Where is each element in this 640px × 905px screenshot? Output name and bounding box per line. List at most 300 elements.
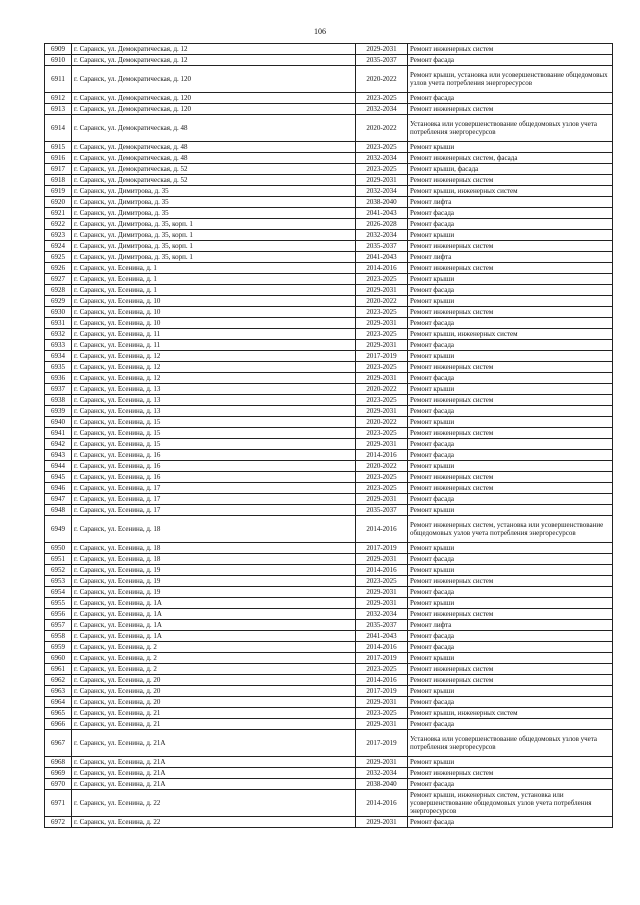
row-number: 6949	[45, 516, 72, 543]
address-cell: г. Саранск, ул. Есенина, д. 1А	[72, 609, 356, 620]
period-cell: 2023-2025	[356, 142, 408, 153]
row-number: 6945	[45, 472, 72, 483]
address-cell: г. Саранск, ул. Есенина, д. 15	[72, 439, 356, 450]
address-cell: г. Саранск, ул. Есенина, д. 15	[72, 417, 356, 428]
address-cell: г. Саранск, ул. Есенина, д. 21	[72, 708, 356, 719]
address-cell: г. Саранск, ул. Есенина, д. 19	[72, 576, 356, 587]
work-type-cell: Ремонт инженерных систем	[408, 609, 613, 620]
work-type-cell: Ремонт фасада	[408, 439, 613, 450]
period-cell: 2032-2034	[356, 230, 408, 241]
address-cell: г. Саранск, ул. Есенина, д. 16	[72, 450, 356, 461]
period-cell: 2035-2037	[356, 55, 408, 66]
row-number: 6951	[45, 554, 72, 565]
table-row	[45, 340, 613, 351]
period-cell: 2029-2031	[356, 318, 408, 329]
table-row	[45, 675, 613, 686]
work-type-cell: Ремонт инженерных систем	[408, 241, 613, 252]
address-cell: г. Саранск, ул. Димитрова, д. 35, корп. 1	[72, 219, 356, 230]
table-row	[45, 708, 613, 719]
period-cell: 2023-2025	[356, 472, 408, 483]
table-row	[45, 790, 613, 817]
period-cell: 2020-2022	[356, 66, 408, 93]
period-cell: 2041-2043	[356, 252, 408, 263]
work-type-cell: Ремонт фасада	[408, 406, 613, 417]
work-type-cell: Ремонт инженерных систем, фасада	[408, 153, 613, 164]
period-cell: 2029-2031	[356, 373, 408, 384]
table-row	[45, 620, 613, 631]
table-row	[45, 93, 613, 104]
table-row	[45, 230, 613, 241]
work-type-cell: Ремонт фасада	[408, 631, 613, 642]
work-type-cell: Ремонт крыши	[408, 543, 613, 554]
row-number: 6939	[45, 406, 72, 417]
table-row	[45, 516, 613, 543]
work-type-cell: Ремонт инженерных систем	[408, 175, 613, 186]
repair-schedule-table	[44, 43, 613, 828]
row-number: 6947	[45, 494, 72, 505]
table-body	[45, 44, 613, 828]
period-cell: 2029-2031	[356, 587, 408, 598]
table-row	[45, 219, 613, 230]
row-number: 6952	[45, 565, 72, 576]
address-cell: г. Саранск, ул. Димитрова, д. 35, корп. 1	[72, 252, 356, 263]
period-cell: 2023-2025	[356, 93, 408, 104]
table-row	[45, 384, 613, 395]
table-row	[45, 439, 613, 450]
table-row	[45, 543, 613, 554]
work-type-cell: Установка или усовершенствование общедомовых узлов учета потребления энергоресурсов	[408, 115, 613, 142]
period-cell: 2014-2016	[356, 790, 408, 817]
row-number: 6950	[45, 543, 72, 554]
address-cell: г. Саранск, ул. Демократическая, д. 52	[72, 164, 356, 175]
period-cell: 2035-2037	[356, 505, 408, 516]
period-cell: 2023-2025	[356, 483, 408, 494]
address-cell: г. Саранск, ул. Димитрова, д. 35, корп. 1	[72, 241, 356, 252]
row-number: 6910	[45, 55, 72, 66]
work-type-cell: Ремонт лифта	[408, 197, 613, 208]
row-number: 6941	[45, 428, 72, 439]
table-row	[45, 373, 613, 384]
period-cell: 2029-2031	[356, 554, 408, 565]
address-cell: г. Саранск, ул. Димитрова, д. 35	[72, 197, 356, 208]
row-number: 6914	[45, 115, 72, 142]
period-cell: 2029-2031	[356, 719, 408, 730]
table-row	[45, 153, 613, 164]
work-type-cell: Ремонт крыши	[408, 598, 613, 609]
work-type-cell: Ремонт фасада	[408, 554, 613, 565]
table-row	[45, 241, 613, 252]
table-row	[45, 329, 613, 340]
row-number: 6957	[45, 620, 72, 631]
period-cell: 2020-2022	[356, 417, 408, 428]
row-number: 6966	[45, 719, 72, 730]
work-type-cell: Ремонт крыши, инженерных систем	[408, 708, 613, 719]
period-cell: 2041-2043	[356, 208, 408, 219]
table-row	[45, 719, 613, 730]
work-type-cell: Установка или усовершенствование общедомовых узлов учета потребления энергоресурсов	[408, 730, 613, 757]
period-cell: 2023-2025	[356, 164, 408, 175]
address-cell: г. Саранск, ул. Есенина, д. 1	[72, 263, 356, 274]
address-cell: г. Саранск, ул. Есенина, д. 22	[72, 790, 356, 817]
work-type-cell: Ремонт крыши, инженерных систем	[408, 329, 613, 340]
address-cell: г. Саранск, ул. Есенина, д. 1	[72, 285, 356, 296]
row-number: 6919	[45, 186, 72, 197]
table-row	[45, 472, 613, 483]
address-cell: г. Саранск, ул. Есенина, д. 11	[72, 340, 356, 351]
period-cell: 2014-2016	[356, 263, 408, 274]
period-cell: 2014-2016	[356, 565, 408, 576]
period-cell: 2017-2019	[356, 730, 408, 757]
work-type-cell: Ремонт фасада	[408, 219, 613, 230]
table-row	[45, 505, 613, 516]
work-type-cell: Ремонт крыши	[408, 384, 613, 395]
address-cell: г. Саранск, ул. Димитрова, д. 35, корп. 1	[72, 230, 356, 241]
work-type-cell: Ремонт фасада	[408, 779, 613, 790]
address-cell: г. Саранск, ул. Есенина, д. 18	[72, 516, 356, 543]
row-number: 6954	[45, 587, 72, 598]
work-type-cell: Ремонт инженерных систем	[408, 362, 613, 373]
address-cell: г. Саранск, ул. Есенина, д. 19	[72, 565, 356, 576]
row-number: 6925	[45, 252, 72, 263]
address-cell: г. Саранск, ул. Демократическая, д. 120	[72, 93, 356, 104]
period-cell: 2017-2019	[356, 686, 408, 697]
row-number: 6926	[45, 263, 72, 274]
work-type-cell: Ремонт фасада	[408, 494, 613, 505]
row-number: 6946	[45, 483, 72, 494]
row-number: 6944	[45, 461, 72, 472]
table-row	[45, 461, 613, 472]
address-cell: г. Саранск, ул. Есенина, д. 20	[72, 686, 356, 697]
period-cell: 2032-2034	[356, 153, 408, 164]
work-type-cell: Ремонт фасада	[408, 697, 613, 708]
row-number: 6912	[45, 93, 72, 104]
work-type-cell: Ремонт крыши	[408, 274, 613, 285]
period-cell: 2023-2025	[356, 395, 408, 406]
table-row	[45, 631, 613, 642]
row-number: 6924	[45, 241, 72, 252]
row-number: 6922	[45, 219, 72, 230]
work-type-cell: Ремонт инженерных систем	[408, 664, 613, 675]
period-cell: 2017-2019	[356, 351, 408, 362]
table-row	[45, 197, 613, 208]
row-number: 6927	[45, 274, 72, 285]
address-cell: г. Саранск, ул. Есенина, д. 22	[72, 817, 356, 828]
row-number: 6972	[45, 817, 72, 828]
work-type-cell: Ремонт инженерных систем	[408, 576, 613, 587]
table-row	[45, 494, 613, 505]
page-number: 106	[314, 27, 326, 36]
row-number: 6971	[45, 790, 72, 817]
row-number: 6935	[45, 362, 72, 373]
period-cell: 2023-2025	[356, 274, 408, 285]
address-cell: г. Саранск, ул. Демократическая, д. 120	[72, 66, 356, 93]
period-cell: 2023-2025	[356, 664, 408, 675]
work-type-cell: Ремонт фасада	[408, 450, 613, 461]
address-cell: г. Саранск, ул. Есенина, д. 10	[72, 307, 356, 318]
period-cell: 2020-2022	[356, 296, 408, 307]
period-cell: 2032-2034	[356, 609, 408, 620]
address-cell: г. Саранск, ул. Есенина, д. 15	[72, 428, 356, 439]
table-row	[45, 609, 613, 620]
table-row	[45, 164, 613, 175]
address-cell: г. Саранск, ул. Есенина, д. 11	[72, 329, 356, 340]
work-type-cell: Ремонт крыши	[408, 686, 613, 697]
table-row	[45, 142, 613, 153]
work-type-cell: Ремонт инженерных систем	[408, 768, 613, 779]
row-number: 6913	[45, 104, 72, 115]
work-type-cell: Ремонт фасада	[408, 642, 613, 653]
table-row	[45, 598, 613, 609]
row-number: 6969	[45, 768, 72, 779]
work-type-cell: Ремонт крыши	[408, 653, 613, 664]
table-row	[45, 351, 613, 362]
work-type-cell: Ремонт крыши	[408, 351, 613, 362]
row-number: 6940	[45, 417, 72, 428]
work-type-cell: Ремонт инженерных систем, установка или усовершенствование общедомовых узлов учета потребления энергоресурсов	[408, 516, 613, 543]
address-cell: г. Саранск, ул. Есенина, д. 13	[72, 384, 356, 395]
address-cell: г. Саранск, ул. Есенина, д. 10	[72, 318, 356, 329]
table-row	[45, 55, 613, 66]
work-type-cell: Ремонт инженерных систем	[408, 395, 613, 406]
address-cell: г. Саранск, ул. Есенина, д. 20	[72, 697, 356, 708]
work-type-cell: Ремонт инженерных систем	[408, 675, 613, 686]
work-type-cell: Ремонт инженерных систем	[408, 307, 613, 318]
row-number: 6967	[45, 730, 72, 757]
table-row	[45, 296, 613, 307]
period-cell: 2029-2031	[356, 494, 408, 505]
work-type-cell: Ремонт крыши, фасада	[408, 164, 613, 175]
work-type-cell: Ремонт крыши	[408, 417, 613, 428]
work-type-cell: Ремонт инженерных систем	[408, 44, 613, 55]
period-cell: 2023-2025	[356, 576, 408, 587]
period-cell: 2029-2031	[356, 817, 408, 828]
address-cell: г. Саранск, ул. Есенина, д. 18	[72, 554, 356, 565]
address-cell: г. Саранск, ул. Есенина, д. 2	[72, 653, 356, 664]
row-number: 6938	[45, 395, 72, 406]
table-row	[45, 252, 613, 263]
table-row	[45, 395, 613, 406]
row-number: 6916	[45, 153, 72, 164]
work-type-cell: Ремонт крыши	[408, 142, 613, 153]
row-number: 6970	[45, 779, 72, 790]
work-type-cell: Ремонт крыши	[408, 461, 613, 472]
table-row	[45, 817, 613, 828]
table-row	[45, 576, 613, 587]
work-type-cell: Ремонт фасада	[408, 55, 613, 66]
address-cell: г. Саранск, ул. Есенина, д. 17	[72, 483, 356, 494]
address-cell: г. Саранск, ул. Есенина, д. 21А	[72, 730, 356, 757]
table-row	[45, 115, 613, 142]
period-cell: 2035-2037	[356, 241, 408, 252]
row-number: 6948	[45, 505, 72, 516]
period-cell: 2032-2034	[356, 186, 408, 197]
address-cell: г. Саранск, ул. Есенина, д. 21А	[72, 757, 356, 768]
period-cell: 2020-2022	[356, 384, 408, 395]
table-row	[45, 208, 613, 219]
address-cell: г. Саранск, ул. Есенина, д. 19	[72, 587, 356, 598]
period-cell: 2041-2043	[356, 631, 408, 642]
period-cell: 2038-2040	[356, 197, 408, 208]
table-row	[45, 274, 613, 285]
period-cell: 2023-2025	[356, 708, 408, 719]
period-cell: 2035-2037	[356, 620, 408, 631]
row-number: 6956	[45, 609, 72, 620]
table-row	[45, 565, 613, 576]
period-cell: 2032-2034	[356, 768, 408, 779]
row-number: 6961	[45, 664, 72, 675]
address-cell: г. Саранск, ул. Есенина, д. 1А	[72, 598, 356, 609]
row-number: 6965	[45, 708, 72, 719]
address-cell: г. Саранск, ул. Есенина, д. 18	[72, 543, 356, 554]
work-type-cell: Ремонт лифта	[408, 620, 613, 631]
table-row	[45, 186, 613, 197]
period-cell: 2029-2031	[356, 285, 408, 296]
row-number: 6920	[45, 197, 72, 208]
work-type-cell: Ремонт фасада	[408, 340, 613, 351]
table-row	[45, 285, 613, 296]
table-row	[45, 664, 613, 675]
period-cell: 2020-2022	[356, 461, 408, 472]
table-row	[45, 653, 613, 664]
table-row	[45, 263, 613, 274]
work-type-cell: Ремонт инженерных систем	[408, 472, 613, 483]
address-cell: г. Саранск, ул. Демократическая, д. 48	[72, 142, 356, 153]
row-number: 6930	[45, 307, 72, 318]
row-number: 6928	[45, 285, 72, 296]
address-cell: г. Саранск, ул. Демократическая, д. 52	[72, 175, 356, 186]
address-cell: г. Саранск, ул. Есенина, д. 21	[72, 719, 356, 730]
period-cell: 2014-2016	[356, 642, 408, 653]
row-number: 6936	[45, 373, 72, 384]
work-type-cell: Ремонт лифта	[408, 252, 613, 263]
row-number: 6934	[45, 351, 72, 362]
address-cell: г. Саранск, ул. Есенина, д. 12	[72, 373, 356, 384]
address-cell: г. Саранск, ул. Димитрова, д. 35	[72, 208, 356, 219]
work-type-cell: Ремонт инженерных систем	[408, 428, 613, 439]
row-number: 6955	[45, 598, 72, 609]
period-cell: 2029-2031	[356, 439, 408, 450]
address-cell: г. Саранск, ул. Димитрова, д. 35	[72, 186, 356, 197]
table-row	[45, 428, 613, 439]
period-cell: 2020-2022	[356, 115, 408, 142]
table-row	[45, 730, 613, 757]
work-type-cell: Ремонт фасада	[408, 93, 613, 104]
address-cell: г. Саранск, ул. Есенина, д. 16	[72, 472, 356, 483]
row-number: 6929	[45, 296, 72, 307]
row-number: 6937	[45, 384, 72, 395]
row-number: 6953	[45, 576, 72, 587]
address-cell: г. Саранск, ул. Есенина, д. 21А	[72, 779, 356, 790]
row-number: 6960	[45, 653, 72, 664]
table-row	[45, 406, 613, 417]
table-row	[45, 768, 613, 779]
period-cell: 2026-2028	[356, 219, 408, 230]
row-number: 6942	[45, 439, 72, 450]
period-cell: 2038-2040	[356, 779, 408, 790]
address-cell: г. Саранск, ул. Есенина, д. 17	[72, 494, 356, 505]
work-type-cell: Ремонт фасада	[408, 719, 613, 730]
row-number: 6909	[45, 44, 72, 55]
period-cell: 2017-2019	[356, 653, 408, 664]
row-number: 6963	[45, 686, 72, 697]
period-cell: 2023-2025	[356, 362, 408, 373]
address-cell: г. Саранск, ул. Есенина, д. 2	[72, 642, 356, 653]
address-cell: г. Саранск, ул. Есенина, д. 2	[72, 664, 356, 675]
work-type-cell: Ремонт фасада	[408, 373, 613, 384]
address-cell: г. Саранск, ул. Есенина, д. 1	[72, 274, 356, 285]
table-row	[45, 104, 613, 115]
row-number: 6964	[45, 697, 72, 708]
address-cell: г. Саранск, ул. Демократическая, д. 12	[72, 55, 356, 66]
table-row	[45, 66, 613, 93]
address-cell: г. Саранск, ул. Есенина, д. 1А	[72, 620, 356, 631]
work-type-cell: Ремонт крыши	[408, 296, 613, 307]
table-row	[45, 417, 613, 428]
address-cell: г. Саранск, ул. Есенина, д. 12	[72, 362, 356, 373]
row-number: 6962	[45, 675, 72, 686]
work-type-cell: Ремонт крыши	[408, 230, 613, 241]
table-row	[45, 779, 613, 790]
period-cell: 2017-2019	[356, 543, 408, 554]
table-row	[45, 757, 613, 768]
table-row	[45, 175, 613, 186]
row-number: 6958	[45, 631, 72, 642]
row-number: 6921	[45, 208, 72, 219]
period-cell: 2029-2031	[356, 598, 408, 609]
table-row	[45, 554, 613, 565]
table-row	[45, 686, 613, 697]
row-number: 6932	[45, 329, 72, 340]
table-row	[45, 697, 613, 708]
address-cell: г. Саранск, ул. Есенина, д. 12	[72, 351, 356, 362]
address-cell: г. Саранск, ул. Есенина, д. 21А	[72, 768, 356, 779]
period-cell: 2029-2031	[356, 697, 408, 708]
period-cell: 2023-2025	[356, 428, 408, 439]
period-cell: 2029-2031	[356, 340, 408, 351]
work-type-cell: Ремонт крыши	[408, 505, 613, 516]
table-row	[45, 307, 613, 318]
work-type-cell: Ремонт инженерных систем	[408, 483, 613, 494]
row-number: 6968	[45, 757, 72, 768]
address-cell: г. Саранск, ул. Есенина, д. 20	[72, 675, 356, 686]
period-cell: 2029-2031	[356, 44, 408, 55]
row-number: 6911	[45, 66, 72, 93]
table-row	[45, 44, 613, 55]
address-cell: г. Саранск, ул. Есенина, д. 13	[72, 406, 356, 417]
address-cell: г. Саранск, ул. Есенина, д. 1А	[72, 631, 356, 642]
period-cell: 2014-2016	[356, 450, 408, 461]
period-cell: 2014-2016	[356, 675, 408, 686]
address-cell: г. Саранск, ул. Есенина, д. 17	[72, 505, 356, 516]
work-type-cell: Ремонт инженерных систем	[408, 104, 613, 115]
work-type-cell: Ремонт крыши	[408, 757, 613, 768]
row-number: 6931	[45, 318, 72, 329]
work-type-cell: Ремонт крыши, установка или усовершенствование общедомовых узлов учета потребления энергоресурсов	[408, 66, 613, 93]
period-cell: 2029-2031	[356, 406, 408, 417]
address-cell: г. Саранск, ул. Есенина, д. 13	[72, 395, 356, 406]
address-cell: г. Саранск, ул. Есенина, д. 16	[72, 461, 356, 472]
row-number: 6915	[45, 142, 72, 153]
work-type-cell: Ремонт фасада	[408, 587, 613, 598]
address-cell: г. Саранск, ул. Демократическая, д. 48	[72, 153, 356, 164]
work-type-cell: Ремонт фасада	[408, 285, 613, 296]
work-type-cell: Ремонт крыши, инженерных систем	[408, 186, 613, 197]
row-number: 6959	[45, 642, 72, 653]
table-row	[45, 362, 613, 373]
table-row	[45, 587, 613, 598]
address-cell: г. Саранск, ул. Демократическая, д. 48	[72, 115, 356, 142]
table-row	[45, 483, 613, 494]
